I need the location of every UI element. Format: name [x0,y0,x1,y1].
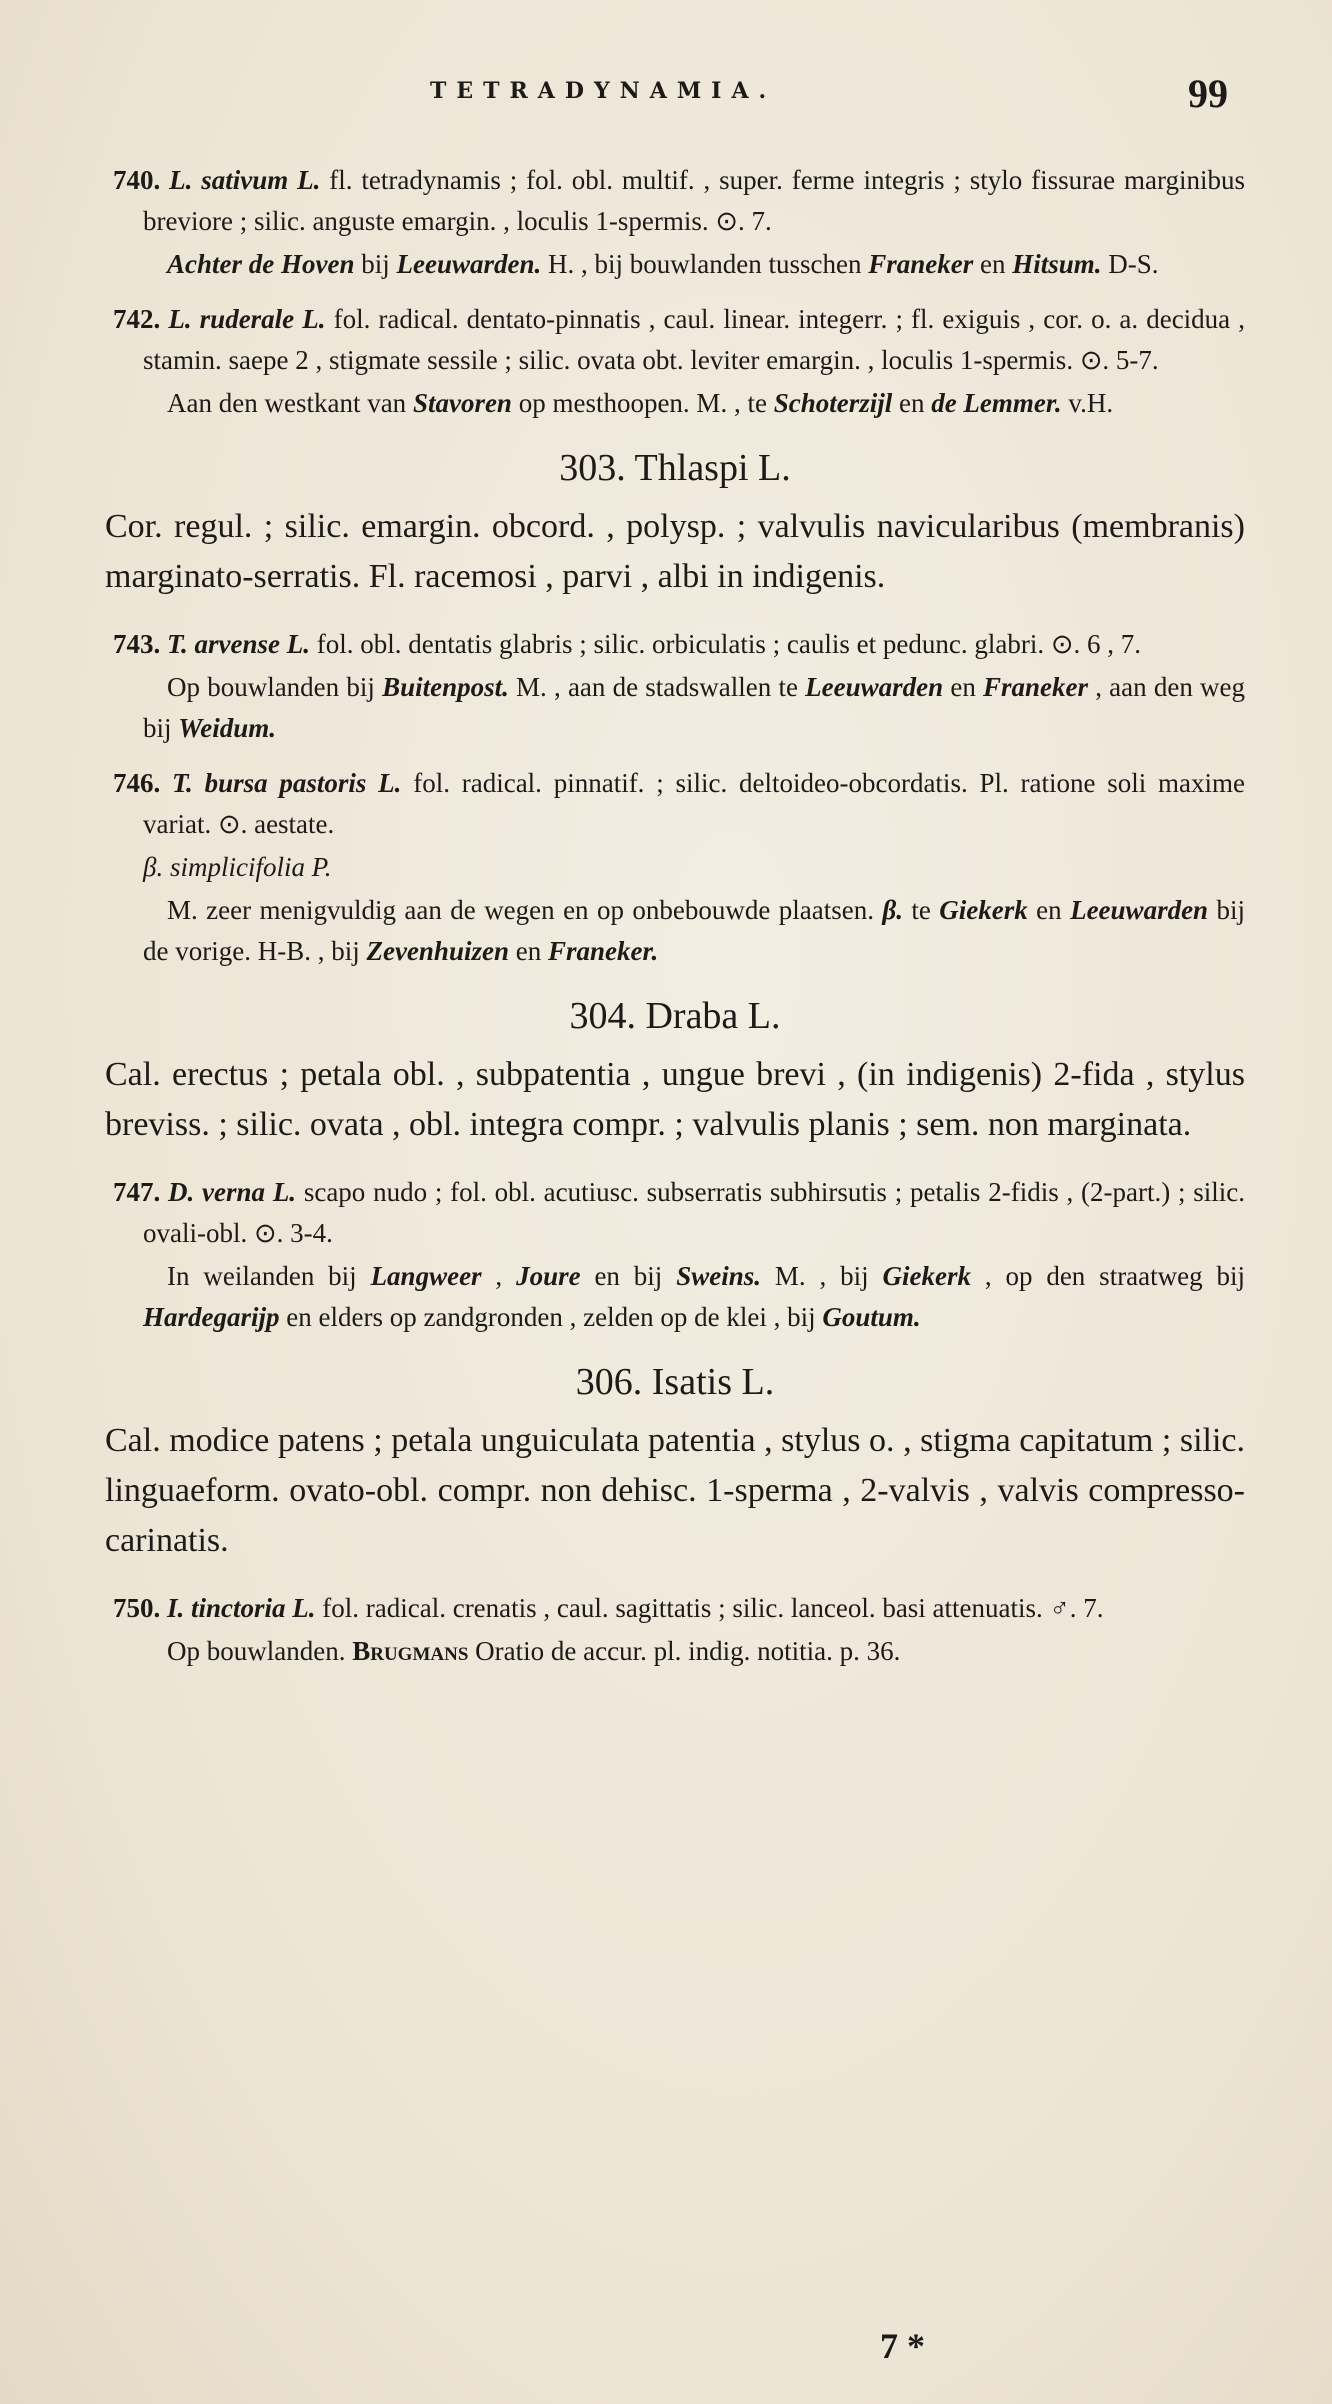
genus-heading: 306. Isatis L. [575,1361,775,1403]
place: Leeuwarden. [396,249,542,279]
place: Leeuwarden [1070,895,1209,925]
genus-heading: 303. Thlaspi L. [559,447,791,489]
species-name: I. tinctoria L. [167,1593,316,1623]
text: en [943,672,984,702]
species-description: fol. radical. pinnatif. ; silic. deltoideo-obcordatis. Pl. ratione soli maxime variat. ⊙. aestate. [143,768,1246,839]
locality-note [143,667,1245,749]
variety-line: β. simplicifolia P. [143,852,332,882]
text: , op den straatweg bij [970,1261,1246,1291]
locality-note [143,1631,1245,1672]
species-name: D. verna L. [168,1177,297,1207]
place: Giekerk [882,1261,971,1291]
entry-number: 746. [113,768,161,798]
species-name: L. sativum L. [169,165,321,195]
text: te [902,895,940,925]
text: op mesthoopen. M. , te [511,388,774,418]
text: bij [354,249,397,279]
place: Hardegarijp [143,1302,280,1332]
text: Op bouwlanden bij [167,672,383,702]
place: Stavoren [412,388,512,418]
text: Op bouwlanden. [167,1636,353,1666]
page-number: 99 [1188,71,1228,116]
entry-number: 742. [113,304,161,334]
place: Franeker [868,249,974,279]
species-name: T. arvense L. [167,629,310,659]
species-name: L. ruderale L. [168,304,326,334]
species-description: scapo nudo ; fol. obl. acutiusc. subserratis subhirsutis ; petalis 2-fidis , (2-part.) ; silic. ovali-obl. ⊙. 3-4. [143,1177,1245,1248]
genus-description: Cal. modice patens ; petala unguiculata patentia , stylus o. , stigma capitatum ; silic. linguaeform. ovato-obl. compr. non dehisc. 1-sperma , 2-valvis , valvis compresso-carinatis. [105,1422,1245,1559]
author-name: Brugmans [352,1636,469,1666]
entry-number: 743. [113,629,161,659]
text: en elders op zandgronden , zelden op de klei , bij [279,1302,823,1332]
place: Achter de Hoven [167,249,355,279]
place: Franeker. [547,936,659,966]
species-entry [113,299,1245,381]
text: , [481,1261,517,1291]
species-entry [113,1172,1245,1254]
text: M. , aan de stadswallen te [508,672,806,702]
entry-number: 747. [113,1177,161,1207]
entry-number: 740. [113,165,161,195]
place: Zevenhuizen [366,936,509,966]
signature-mark: 7 * [880,2326,925,2366]
species-name: T. bursa pastoris L. [172,768,402,798]
text: , aan den weg bij [143,672,1245,743]
species-description: fl. tetradynamis ; fol. obl. multif. , super. ferme integris ; stylo fissurae marginibus breviore ; silic. anguste emargin. , loculis 1-spermis. ⊙. 7. [143,165,1246,236]
text: en [892,388,932,418]
running-head [0,71,1332,118]
place: Sweins. [676,1261,761,1291]
text: Oratio de accur. pl. indig. notitia. p. 36. [468,1636,901,1666]
text: In weilanden bij [167,1261,371,1291]
text: en [1027,895,1071,925]
variety-mark: β. [882,895,903,925]
running-title: TETRADYNAMIA. [430,78,777,104]
locality-note [143,1256,1245,1338]
text: en [508,936,548,966]
place: Leeuwarden [805,672,944,702]
place: Hitsum. [1012,249,1102,279]
genus-heading: 304. Draba L. [569,995,781,1037]
locality-note [143,383,1245,424]
place: Weidum. [178,713,277,743]
text: M. , bij [760,1261,883,1291]
text: D-S. [1101,249,1159,279]
species-entry [113,624,1245,665]
text: bij de vorige. H-B. , bij [143,895,1245,966]
species-entry [113,1588,1245,1629]
species-description: fol. obl. dentatis glabris ; silic. orbiculatis ; caulis et pedunc. glabri. ⊙. 6 , 7. [310,629,1141,659]
entry-number: 750. [113,1593,161,1623]
text: H. , bij bouwlanden tusschen [541,249,869,279]
place: Franeker [983,672,1089,702]
species-entry [113,160,1245,242]
text: Aan den westkant van [167,388,413,418]
place: Joure [516,1261,581,1291]
text: v.H. [1061,388,1114,418]
species-description: fol. radical. crenatis , caul. sagittatis ; silic. lanceol. basi attenuatis. ♂. 7. [315,1593,1104,1623]
genus-description: Cor. regul. ; silic. emargin. obcord. , polysp. ; valvulis navicularibus (membranis) marginato-serratis. Fl. racemosi , parvi , albi in indigenis. [105,508,1245,595]
text: en [973,249,1013,279]
species-description: fol. radical. dentato-pinnatis , caul. linear. integerr. ; fl. exiguis , cor. o. a. decidua , stamin. saepe 2 , stigmate sessile ; silic. ovata obt. leviter emargin. , loculis 1-spermis. ⊙. 5-7. [143,304,1246,375]
place: de Lemmer. [931,388,1062,418]
place: Langweer [370,1261,482,1291]
place: Giekerk [939,895,1028,925]
text: M. zeer menigvuldig aan de wegen en op onbebouwde plaatsen. [167,895,883,925]
species-entry [113,763,1245,845]
locality-note [143,244,1245,285]
place: Goutum. [822,1302,921,1332]
place: Schoterzijl [773,388,893,418]
locality-note [143,890,1245,972]
genus-description: Cal. erectus ; petala obl. , subpatentia , ungue brevi , (in indigenis) 2-fida , stylus breviss. ; silic. ovata , obl. integra compr. ; valvulis planis ; sem. non marginata. [105,1056,1245,1143]
page-body [105,160,1245,1686]
place: Buitenpost. [382,672,509,702]
text: en bij [580,1261,677,1291]
